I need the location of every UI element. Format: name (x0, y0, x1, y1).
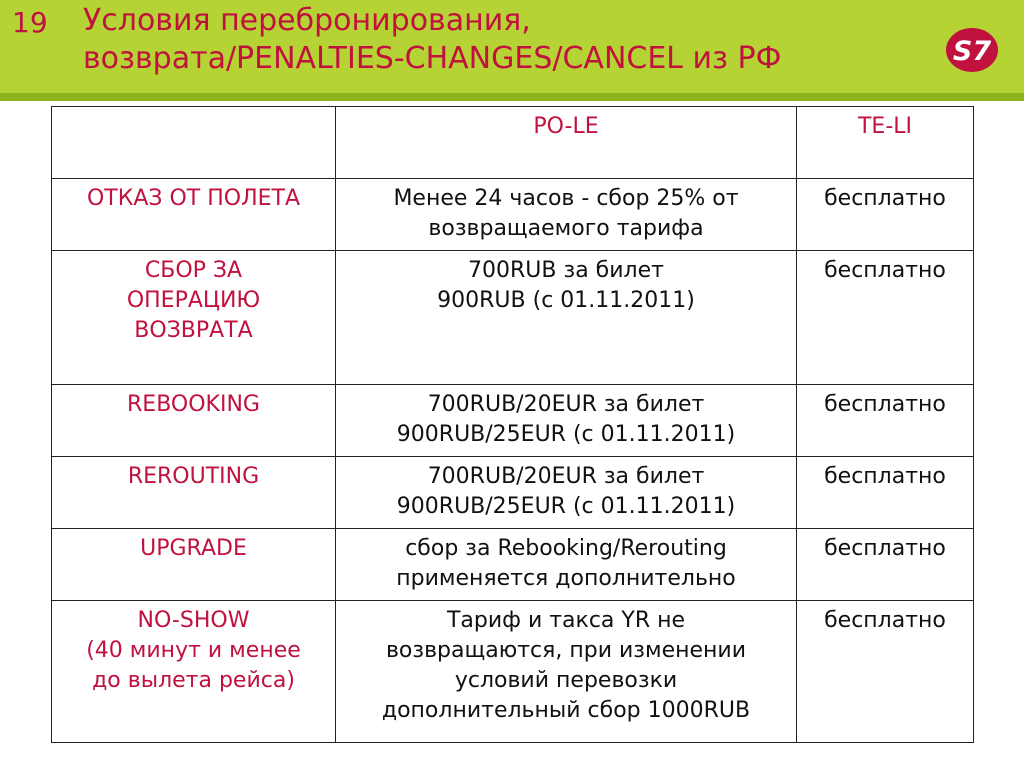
pole-value-line: дополнительный сбор 1000RUB (381, 698, 751, 723)
penalties-table (51, 106, 974, 743)
teli-value-cell: бесплатно (797, 385, 974, 457)
pole-value-line: применяется дополнительно (396, 566, 736, 591)
pole-value-line: 900RUB/25EUR (с 01.11.2011) (396, 494, 736, 519)
row-label-line: ОПЕРАЦИЮ (126, 288, 261, 313)
header-cell-pole: PO-LE (336, 107, 797, 179)
row-label-line: UPGRADE (140, 536, 247, 561)
pole-value-line: 700RUB за билет (468, 258, 664, 283)
teli-value-cell: бесплатно (797, 529, 974, 601)
header-divider (0, 93, 1024, 101)
row-label-cell (52, 457, 336, 529)
table-row (52, 251, 974, 385)
pole-value-line: возвращаемого тарифа (428, 216, 704, 241)
row-label-line: REROUTING (127, 464, 260, 489)
row-label-line: ВОЗВРАТА (134, 318, 253, 343)
table-row (52, 179, 974, 251)
title-line-2: возврата/PENALTIES-CHANGES/CANCEL из РФ (83, 41, 782, 76)
header-cell-teli: TE-LI (797, 107, 974, 179)
pole-value-line: условий перевозки (454, 668, 678, 693)
table-row (52, 385, 974, 457)
row-label-line: NO-SHOW (137, 608, 250, 633)
pole-value-cell (336, 251, 797, 385)
pole-value-cell (336, 601, 797, 743)
title-line-1: Условия перебронирования, (83, 3, 531, 38)
pole-value-line: 900RUB/25EUR (с 01.11.2011) (396, 422, 736, 447)
row-label-cell (52, 601, 336, 743)
row-label-line: СБОР ЗА (144, 258, 243, 283)
table-header-row (52, 107, 974, 179)
pole-value-cell (336, 529, 797, 601)
pole-value-line: Тариф и такса YR не (446, 608, 686, 633)
pole-value-cell (336, 457, 797, 529)
table-row (52, 601, 974, 743)
teli-value-cell: бесплатно (797, 601, 974, 743)
logo-text: S7 (952, 36, 992, 67)
header-cell-empty (52, 107, 336, 179)
row-label-line: REBOOKING (127, 392, 260, 417)
row-label-cell (52, 179, 336, 251)
row-label-cell (52, 385, 336, 457)
row-label-line: до вылета рейса) (92, 668, 295, 693)
pole-value-line: 900RUB (с 01.11.2011) (437, 288, 695, 313)
pole-value-line: Менее 24 часов - сбор 25% от (393, 186, 739, 211)
teli-value-cell: бесплатно (797, 179, 974, 251)
pole-value-line: 700RUB/20EUR за билет (427, 392, 705, 417)
row-label-cell (52, 529, 336, 601)
pole-value-line: 700RUB/20EUR за билет (427, 464, 705, 489)
pole-value-line: сбор за Rebooking/Rerouting (405, 536, 727, 561)
pole-value-cell (336, 179, 797, 251)
teli-value-cell: бесплатно (797, 457, 974, 529)
table-row (52, 457, 974, 529)
pole-value-cell (336, 385, 797, 457)
row-label-line: ОТКАЗ ОТ ПОЛЕТА (86, 186, 301, 211)
row-label-cell (52, 251, 336, 385)
teli-value-cell: бесплатно (797, 251, 974, 385)
pole-value-line: возвращаются, при изменении (385, 638, 747, 663)
page-title (83, 2, 943, 78)
s7-logo-icon (945, 27, 999, 73)
row-label-line: (40 минут и менее (86, 638, 301, 663)
table-row (52, 529, 974, 601)
slide-number: 19 (12, 6, 48, 39)
